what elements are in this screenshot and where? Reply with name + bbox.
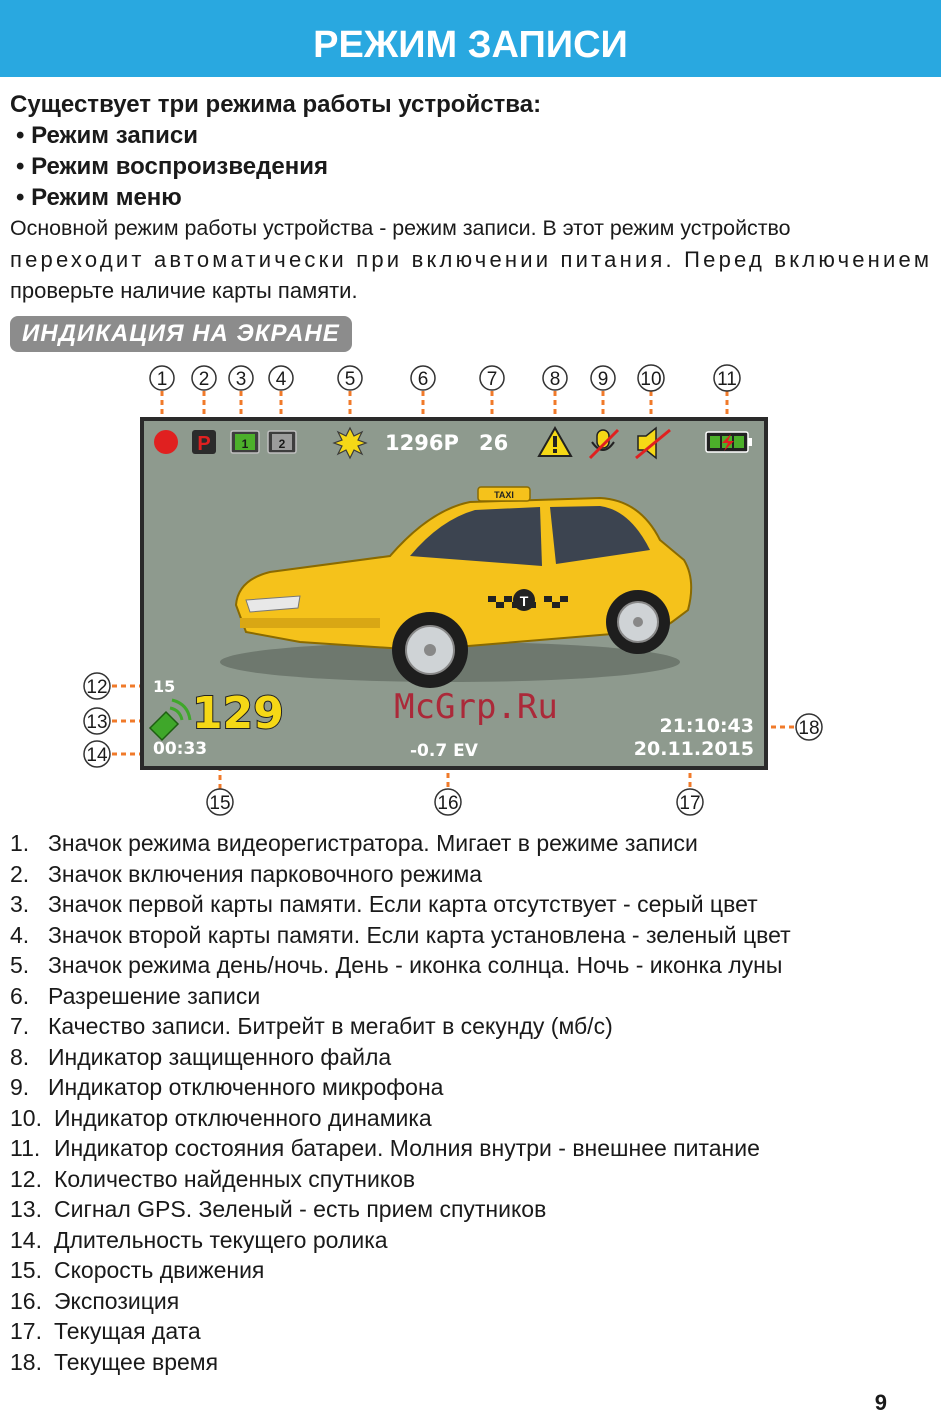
intro-block — [10, 89, 940, 306]
page-title: РЕЖИМ ЗАПИСИ — [313, 24, 628, 66]
list-item — [10, 1286, 930, 1317]
screen-diagram — [0, 360, 941, 820]
callout-number: 2 — [198, 369, 210, 390]
list-number: 14. — [10, 1226, 42, 1253]
record-icon — [154, 430, 178, 454]
sun-icon — [334, 428, 366, 458]
list-item — [10, 981, 930, 1012]
mode-item: • Режим меню — [16, 184, 182, 211]
list-number: 2. — [10, 860, 30, 887]
intro-heading: Существует три режима работы устройства: — [10, 91, 542, 118]
list-item — [10, 889, 930, 920]
list-text: Значок режима день/ночь. День - иконка солнца. Ночь - иконка луны — [48, 952, 783, 978]
warning-mark — [553, 436, 557, 447]
intro-paragraph-line: переходит автоматически при включении питания. Перед включением — [10, 247, 933, 272]
date-value: 20.11.2015 — [633, 738, 754, 760]
list-number: 16. — [10, 1287, 42, 1314]
quality-value: 26 — [479, 431, 509, 455]
satellites-value: 15 — [153, 677, 176, 696]
taxi-sign-label: TAXI — [494, 490, 514, 500]
list-item — [10, 1194, 930, 1225]
speed-value: 129 — [192, 688, 284, 739]
list-item — [10, 1164, 930, 1195]
list-item — [10, 1133, 930, 1164]
callout-number: 9 — [597, 369, 609, 390]
card1-label: 1 — [241, 437, 249, 451]
svg-text:T: T — [519, 593, 529, 609]
list-item — [10, 920, 930, 951]
list-item — [10, 1316, 930, 1347]
list-item — [10, 950, 930, 981]
legend-list — [10, 828, 930, 1377]
list-text: Экспозиция — [54, 1287, 180, 1314]
page-number: 9 — [874, 1390, 887, 1415]
callout-number: 4 — [275, 369, 287, 390]
intro-paragraph-line: проверьте наличие карты памяти. — [10, 278, 358, 303]
list-number: 13. — [10, 1196, 42, 1222]
list-item — [10, 1347, 930, 1378]
list-text: Индикатор отключенного микрофона — [48, 1074, 444, 1100]
intro-paragraph-line: Основной режим работы устройства - режим записи. В этот режим устройство — [10, 216, 791, 240]
list-number: 4. — [10, 921, 30, 948]
list-text: Скорость движения — [54, 1257, 265, 1283]
list-number: 6. — [10, 982, 30, 1009]
callout-number: 14 — [86, 745, 108, 766]
section-title: ИНДИКАЦИЯ НА ЭКРАНЕ — [10, 316, 352, 352]
list-number: 10. — [10, 1104, 42, 1131]
callout-number: 11 — [717, 369, 737, 390]
callout-number: 6 — [417, 369, 429, 390]
parking-letter: P — [197, 433, 211, 455]
list-text: Текущее время — [54, 1348, 219, 1375]
list-item — [10, 859, 930, 890]
list-number: 5. — [10, 952, 30, 978]
list-item — [10, 1225, 930, 1256]
callout-number: 13 — [86, 712, 108, 733]
list-item — [10, 1072, 930, 1103]
list-number: 15. — [10, 1257, 42, 1283]
list-number: 9. — [10, 1074, 30, 1100]
list-text: Значок второй карты памяти. Если карта установлена - зеленый цвет — [48, 921, 791, 948]
callout-number: 7 — [486, 369, 498, 390]
callout-number: 12 — [86, 677, 108, 698]
list-item — [10, 828, 930, 859]
screen-figure — [0, 360, 941, 820]
resolution-value: 1296P — [385, 431, 459, 455]
list-text: Разрешение записи — [48, 982, 261, 1009]
list-number: 7. — [10, 1013, 30, 1039]
warning-dot — [553, 449, 557, 453]
callout-number: 16 — [437, 793, 459, 814]
callout-number: 17 — [679, 793, 701, 814]
list-text: Индикатор защищенного файла — [48, 1043, 392, 1070]
page-header — [0, 0, 941, 77]
list-text: Сигнал GPS. Зеленый - есть прием спутников — [54, 1196, 547, 1222]
list-number: 12. — [10, 1165, 42, 1192]
list-text: Значок первой карты памяти. Если карта отсутствует - серый цвет — [48, 891, 758, 917]
list-text: Индикатор отключенного динамика — [54, 1104, 432, 1131]
callout-number: 3 — [235, 369, 247, 390]
list-number: 18. — [10, 1348, 42, 1375]
exposure-value: -0.7 EV — [410, 741, 478, 761]
list-text: Качество записи. Битрейт в мегабит в секунду (мб/с) — [48, 1013, 613, 1039]
card2-label: 2 — [278, 437, 286, 451]
callout-number: 5 — [344, 369, 356, 390]
mode-item: • Режим записи — [16, 122, 199, 149]
list-text: Текущая дата — [54, 1318, 201, 1344]
callout-number: 18 — [798, 718, 820, 739]
list-item — [10, 1011, 930, 1042]
duration-value: 00:33 — [153, 739, 208, 759]
list-number: 3. — [10, 891, 30, 917]
list-text: Значок режима видеорегистратора. Мигает в режиме записи — [48, 830, 698, 856]
list-text: Значок включения парковочного режима — [48, 860, 483, 887]
battery-icon — [706, 432, 752, 452]
callout-number: 8 — [549, 369, 561, 390]
time-value: 21:10:43 — [659, 715, 754, 737]
list-item — [10, 1255, 930, 1286]
list-text: Индикатор состояния батареи. Молния внутри - внешнее питание — [54, 1135, 760, 1161]
list-number: 11. — [10, 1135, 41, 1161]
list-text: Количество найденных спутников — [54, 1165, 416, 1192]
list-number: 1. — [10, 830, 30, 856]
callout-number: 10 — [640, 369, 662, 390]
list-number: 17. — [10, 1318, 42, 1344]
list-text: Длительность текущего ролика — [54, 1226, 388, 1253]
list-item — [10, 1103, 930, 1134]
callout-number: 1 — [156, 369, 168, 390]
mode-item: • Режим воспроизведения — [16, 153, 328, 180]
list-number: 8. — [10, 1043, 30, 1070]
callout-number: 15 — [209, 793, 231, 814]
list-item — [10, 1042, 930, 1073]
watermark: McGrp.Ru — [394, 687, 558, 727]
